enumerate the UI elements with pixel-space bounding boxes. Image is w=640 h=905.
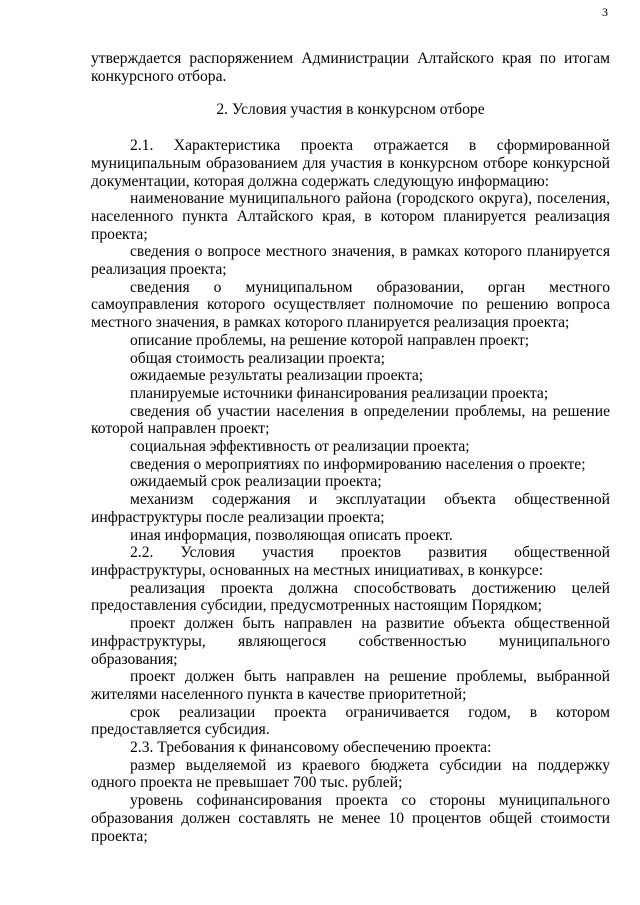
list-item-other-info: иная информация, позволяющая описать проект.: [130, 526, 453, 544]
list-item-settlement-name: наименование муниципального района (городского округа), поселения, населенного пункта Алтайского края, в котором планируется реализация проекта;: [91, 190, 610, 243]
paragraph-continuation: утверждается распоряжением Администрации Алтайского края по итогам конкурсного отбора.: [91, 50, 610, 85]
list-item-expected-term: ожидаемый срок реализации проекта;: [130, 473, 382, 491]
list-item-social-efficiency: социальная эффективность от реализации проекта;: [130, 438, 470, 456]
list-item-public-information: сведения о мероприятиях по информированию населения о проекте;: [130, 455, 586, 473]
list-item-priority-problem: проект должен быть направлен на решение проблемы, выбранной жителями населенного пункта в качестве приоритетной;: [91, 668, 610, 703]
list-item-total-cost: общая стоимость реализации проекта;: [130, 349, 385, 367]
paragraph-2-1: 2.1. Характеристика проекта отражается в сформированной муниципальным образованием для участия в конкурсном отборе конкурсной документации, которая должна содержать следующую информацию:: [91, 137, 610, 190]
list-item-cofinancing-level: уровень софинансирования проекта со стороны муниципального образования должен составлять не менее 10 процентов общей стоимости проекта;: [91, 792, 610, 845]
list-item-subsidy-size: размер выделяемой из краевого бюджета субсидии на поддержку одного проекта не превышает 700 тыс. рублей;: [91, 756, 610, 792]
page-number: 3: [602, 5, 608, 19]
list-item-project-term: срок реализации проекта ограничивается годом, в котором предоставляется субсидия.: [91, 703, 610, 739]
list-item-subsidy-goals: реализация проекта должна способствовать достижению целей предоставления субсидии, предусмотренных настоящим Порядком;: [91, 579, 610, 615]
document-body: [91, 50, 610, 845]
section-heading: 2. Условия участия в конкурсном отборе: [216, 101, 485, 119]
list-item-maintenance-mechanism: механизм содержания и эксплуатации объекта общественной инфраструктуры после реализации проекта;: [91, 491, 610, 526]
list-item-municipality: сведения о муниципальном образовании, орган местного самоуправления которого осуществляет полномочие по решению вопроса местного значения, в рамках которого планируется реализация проекта;: [91, 278, 610, 332]
list-item-expected-results: ожидаемые результаты реализации проекта;: [130, 367, 424, 385]
list-item-local-issue: сведения о вопросе местного значения, в рамках которого планируется реализация проекта;: [91, 243, 610, 279]
list-item-problem-description: описание проблемы, на решение которой направлен проект;: [130, 331, 530, 349]
paragraph-2-3: 2.3. Требования к финансовому обеспечению проекта:: [130, 739, 492, 757]
list-item-municipal-property: проект должен быть направлен на развитие объекта общественной инфраструктуры, являющегося собственностью муниципального образования;: [91, 615, 610, 668]
list-item-funding-sources: планируемые источники финансирования реализации проекта;: [130, 384, 549, 402]
paragraph-2-2: 2.2. Условия участия проектов развития общественной инфраструктуры, основанных на местных инициативах, в конкурсе:: [91, 544, 610, 579]
list-item-public-participation: сведения об участии населения в определении проблемы, на решение которой направлен проект;: [91, 402, 610, 438]
